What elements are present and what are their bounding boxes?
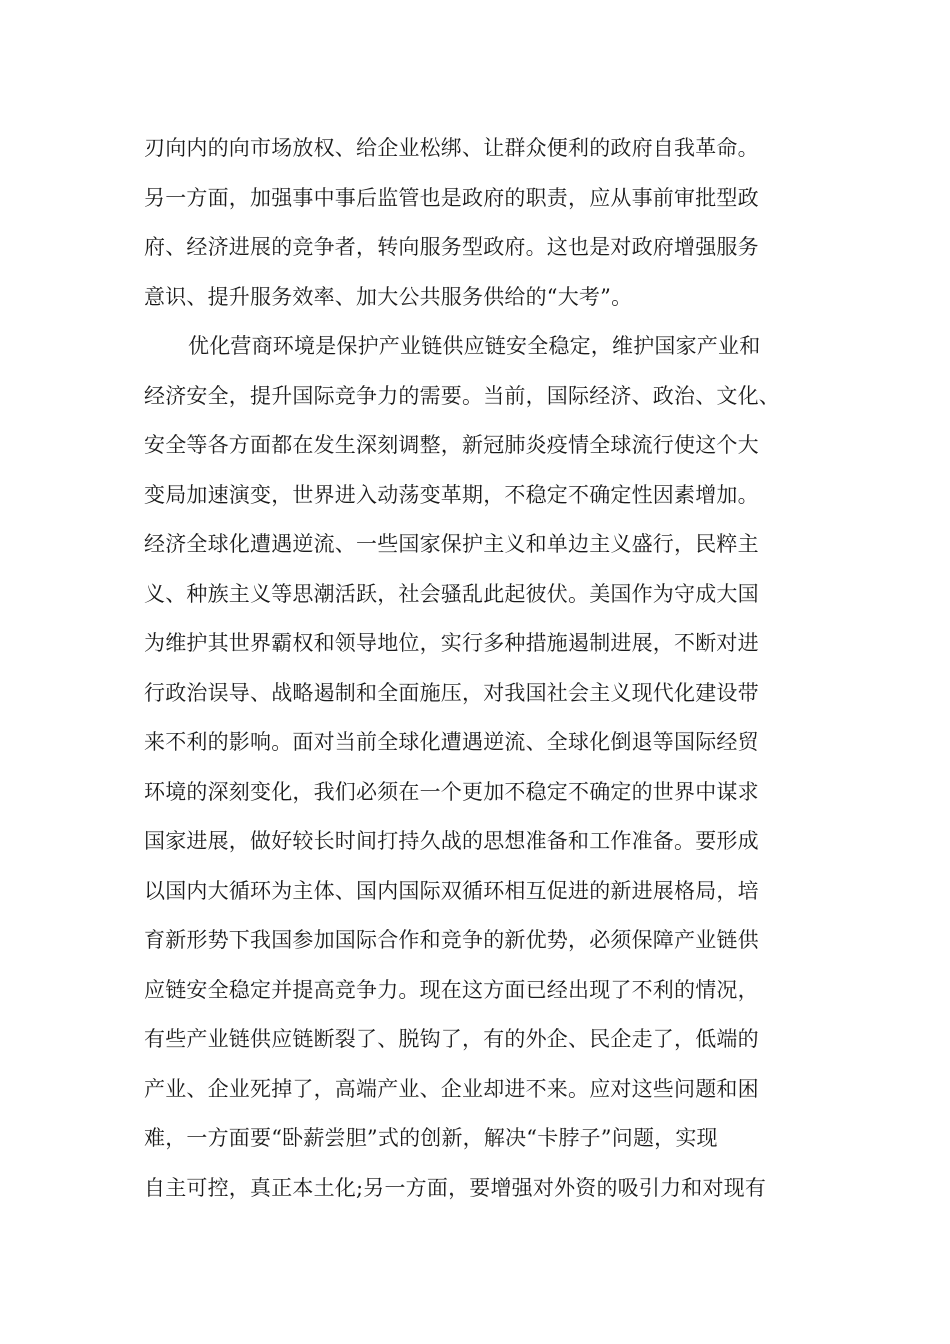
paragraph-1 bbox=[144, 128, 814, 326]
text-line: 经济安全，提升国际竞争力的需要。当前，国际经济、政治、文化、 bbox=[144, 383, 780, 408]
text-line: 变局加速演变，世界进入动荡变革期，不稳定不确定性因素增加。 bbox=[144, 482, 759, 507]
text-line: 育新形势下我国参加国际合作和竞争的新优势，必须保障产业链供 bbox=[144, 928, 759, 952]
text-line: 国家进展，做好较长时间打持久战的思想准备和工作准备。要形成 bbox=[144, 829, 759, 853]
text-line: 难，一方面要“卧薪尝胆”式的创新，解决“卡脖子”问题，实现 bbox=[144, 1126, 718, 1150]
text-line: 行政治误导、战略遏制和全面施压，对我国社会主义现代化建设带 bbox=[144, 680, 759, 705]
body-text bbox=[144, 128, 814, 1217]
text-line: 自主可控，真正本土化;另一方面，要增强对外资的吸引力和对现有 bbox=[144, 1175, 767, 1200]
text-line: 义、种族主义等思潮活跃，社会骚乱此起彼伏。美国作为守成大国 bbox=[144, 581, 759, 606]
text-line: 环境的深刻变化，我们必须在一个更加不稳定不确定的世界中谋求 bbox=[144, 779, 759, 804]
text-line: 府、经济进展的竞争者，转向服务型政府。这也是对政府增强服务 bbox=[144, 235, 759, 259]
text-line: 刃向内的向市场放权、给企业松绑、让群众便利的政府自我革命。 bbox=[144, 136, 759, 160]
text-line: 另一方面，加强事中事后监管也是政府的职责，应从事前审批型政 bbox=[144, 185, 759, 210]
text-line: 产业、企业死掉了，高端产业、企业却进不来。应对这些问题和困 bbox=[144, 1076, 759, 1101]
text-line: 优化营商环境是保护产业链供应链安全稳定，维护国家产业和 bbox=[188, 334, 761, 358]
paragraph-2 bbox=[144, 326, 814, 1217]
text-line: 来不利的影响。面对当前全球化遭遇逆流、全球化倒退等国际经贸 bbox=[144, 730, 759, 754]
text-line: 以国内大循环为主体、国内国际双循环相互促进的新进展格局，培 bbox=[144, 878, 759, 903]
text-line: 安全等各方面都在发生深刻调整，新冠肺炎疫情全球流行使这个大 bbox=[144, 433, 759, 457]
text-line: 有些产业链供应链断裂了、脱钩了，有的外企、民企走了，低端的 bbox=[144, 1027, 759, 1051]
text-line: 为维护其世界霸权和领导地位，实行多种措施遏制进展，不断对进 bbox=[144, 631, 759, 655]
text-line: 意识、提升服务效率、加大公共服务供给的“大考”。 bbox=[144, 284, 633, 309]
text-line: 应链安全稳定并提高竞争力。现在这方面已经出现了不利的情况， bbox=[144, 977, 759, 1002]
text-line: 经济全球化遭遇逆流、一些国家保护主义和单边主义盛行，民粹主 bbox=[144, 532, 759, 556]
